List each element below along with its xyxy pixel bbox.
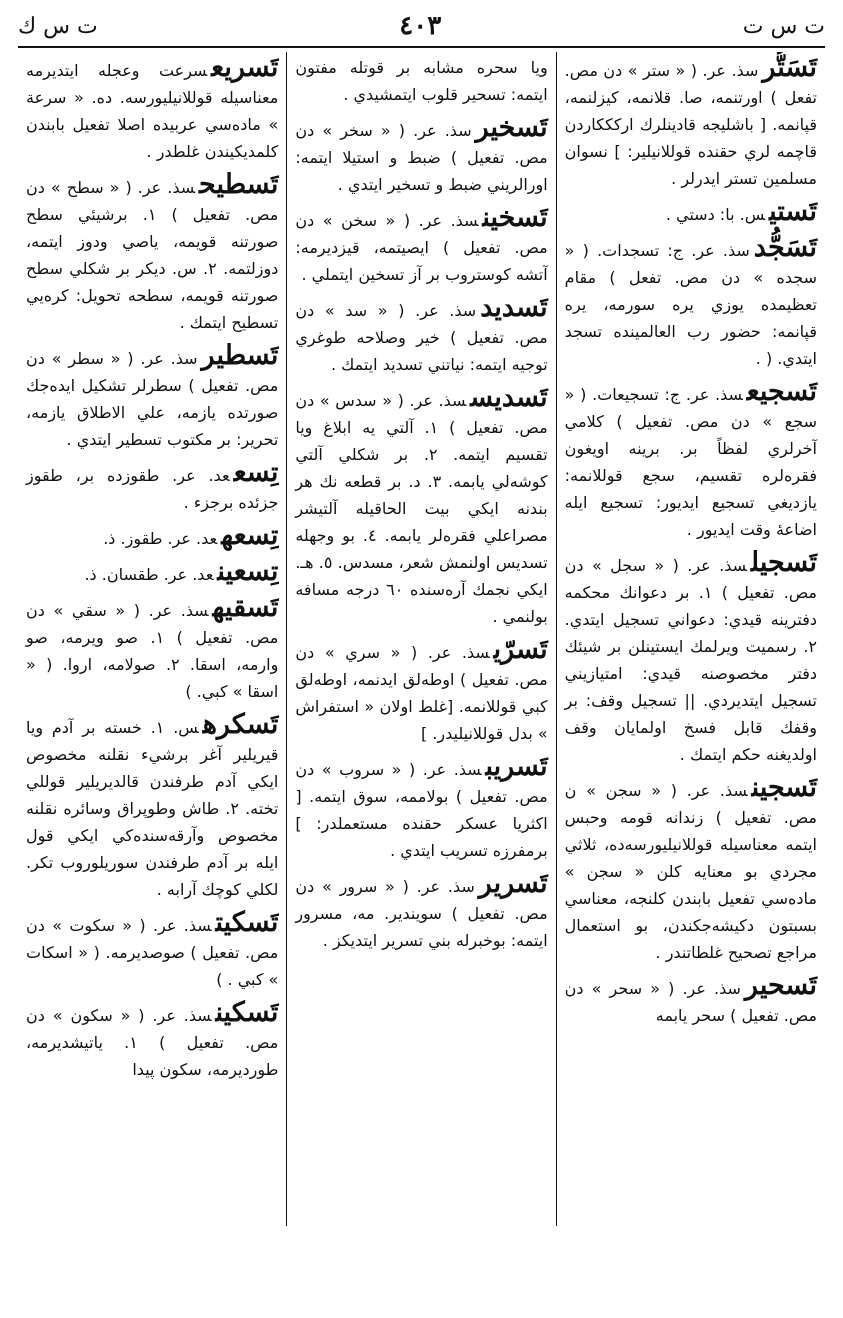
dictionary-entry: [26, 999, 278, 1083]
entry-definition: ويا سحره مشابه بر قوتله مفتون ايتمه: تسحير قلوب ايتمشيدي .: [295, 58, 548, 104]
dictionary-entry: [26, 459, 278, 516]
dictionary-entry: [295, 294, 547, 378]
page-header: [18, 8, 825, 44]
header-rule: [18, 46, 825, 48]
entry-definition: عد. عر. طقوزده بر، طقوز جزئده برجزء .: [26, 466, 279, 512]
entry-headword: تَسخير: [475, 112, 548, 143]
entry-headword: تَسرير: [478, 868, 548, 899]
entry-headword: تَسديس: [470, 382, 548, 413]
entry-headword: تَسکره: [202, 709, 279, 740]
entry-definition: سذ. عر. ( « سکون » دن مص. تفعيل ) ١. ياتيشديرمه، طورديرمه، سکون پيدا: [26, 1006, 279, 1079]
entry-headword: تَسجين: [751, 772, 817, 803]
dictionary-entry: [26, 342, 278, 453]
dictionary-entry: [26, 711, 278, 903]
entry-definition: سذ. عر. ( « ستر » دن مص. تفعل ) اورتنمه، صا. قلانمه، کيزلنمه، قپانمه. [ باشليجه قادينلرك اركككاردن قاچمه لري حقنده قوللانيلير: ] نسوان مسلمين تستر ايدرلر .: [564, 61, 817, 188]
column-3: [18, 52, 287, 1226]
entry-headword: تَستي: [769, 196, 817, 227]
entry-definition: سذ. عر. ج: تسجيعات. ( « سجع » دن مص. تفعيل ) کلامي آخرلري لفظاً بر. برينه اويغون فقره‌لره تقسيم، سجع قوللانمه: يازديغي تسجيع ايديور: تسجيع ايله اضاعهٔ وقت ايديور .: [564, 385, 817, 539]
dictionary-entry: [565, 972, 817, 1029]
dictionary-entry: [26, 54, 278, 165]
entry-definition: عد. عر. طقسان. ذ.: [84, 565, 214, 584]
column-2: [287, 52, 556, 1226]
entry-definition: سذ. عر. ( « سخر » دن مص. تفعيل ) ضبط و استيلا ايتمه: اورالريني ضبط و تسخير ايتدي .: [295, 121, 548, 194]
entry-definition: سذ. عر. ( « سرور » دن مص. تفعيل ) سويندير. مه، مسرور ايتمه: بوخبرله بني تسرير ايتديکز .: [295, 877, 548, 950]
entry-headword: تَسحير: [744, 970, 817, 1001]
entry-headword: تَسريب: [485, 751, 548, 782]
entry-definition: عد. عر. طقوز. ذ.: [103, 529, 218, 548]
dictionary-entry: [565, 774, 817, 966]
entry-definition: سذ. عر. ج: تسجدات. ( « سجده » دن مص. تفعل ) مقام تعظيمده يوزي يره سورمه، يره قپانمه: حضور رب العالمينده تسجد ايتدي. ( .: [564, 241, 817, 368]
entry-headword: تَسکين: [215, 997, 279, 1028]
entry-definition: س. ١. خسته بر آدم ويا قيريلير آغر برشيء نقلنه مخصوص ايكي آدم طرفندن قالديريلير قوللي تخته. ٢. طاش وطوپراق وسائره نقلنه مخصوص وآرقه‌سنده‌کي ايكي قول ايله بر آدم طرفندن سوريلوروب تکر. لکلي کوچك آرابه .: [26, 718, 279, 899]
entry-definition: سذ. عر. ( « سجن » ن مص. تفعيل ) زندانه قومه وحبس ايتمه معناسيله قوللانيليورسه‌ده، ثلاثي مجردي بو معنايه کلن « سجن » ماده‌سي تفعيل بابندن کلنجه، معناسي بسبتون دکيشه‌جكندن، بو استعمال مراجع تصحيح غلطاتندر .: [564, 781, 817, 962]
entry-definition: سذ. عر. ( « سقي » دن مص. تفعيل ) ١. صو ويرمه، صو وارمه، اسقا. ٢. صولامه، اروا. ( « اسقا » کبي. ): [26, 601, 279, 701]
columns: [18, 52, 825, 1226]
entry-headword: تَسَجُّد: [753, 232, 817, 263]
header-left-letters: ت س ك: [18, 13, 98, 39]
page-number: ٤٠٣: [399, 11, 442, 41]
entry-headword: تَسريع: [211, 52, 279, 83]
entry-headword: تِسع: [233, 457, 279, 488]
entry-headword: تِسعه: [221, 520, 279, 551]
entry-headword: تَسطيح: [199, 169, 279, 200]
entry-definition: سذ. عر. ( « سحر » دن مص. تفعيل ) سحر يابمه: [564, 979, 817, 1025]
dictionary-entry: [295, 870, 547, 954]
entry-headword: تَسقيه: [212, 592, 279, 623]
dictionary-entry: [565, 198, 817, 228]
dictionary-entry: [26, 171, 278, 336]
entry-definition: سذ. عر. ( « سد » دن مص. تفعيل ) خير وصلاحه طوغري توجيه ايتمه: نياتني تسديد ايتمك .: [295, 301, 548, 374]
entry-headword: تَسخين: [482, 202, 548, 233]
dictionary-entry: [295, 54, 547, 108]
dictionary-entry: [565, 54, 817, 192]
entry-headword: تَسرّي: [493, 634, 548, 665]
entry-headword: تَسجيل: [750, 547, 817, 578]
dictionary-entry: [26, 522, 278, 552]
dictionary-entry: [565, 378, 817, 543]
entry-headword: تَسجيع: [746, 376, 817, 407]
dictionary-entry: [565, 549, 817, 768]
entry-definition: س. با: دستي .: [665, 205, 766, 224]
entry-definition: سذ. عر. ( « سطر » دن مص. تفعيل ) سطرلر تشکيل ايده‌جك صورتده يازمه، علي الاطلاق يازمه، تحرير: بر مکتوب تسطير ايتدي .: [26, 349, 279, 449]
entry-definition: سذ. عر. ( « سدس » دن مص. تفعيل ) ١. آلتي يه ابلاغ ويا تقسيم ايتمه. ٢. بر شکلي آلتي کوشه‌لي يابمه. ٣. د. بر قطعه نك هر بندنه ايكي بيت الحاقيله آلتيشر مصراعلي فقره‌لر يابمه. ٤. بو وجهله تسديس اولنمش شعر، مسدس. ٥. هـ. ايكي نجمك آره‌سنده ٦٠ درجه مسافه بولنمي .: [295, 391, 548, 626]
entry-headword: تَسطير: [201, 340, 279, 371]
entry-definition: سذ. عر. ( « سکوت » دن مص. تفعيل ) صوصديرمه. ( « اسکات » کبي . ): [26, 916, 279, 989]
entry-definition: سذ. عر. ( « سطح » دن مص. تفعيل ) ١. برشيئي سطح صورتنه قويمه، ياصي ودوز ايتمه، دوزلتمه. ٢. س. ديکر بر شکلي سطح صورتنه قويمه، سطحه تحويل: کره‌يي تسطيح ايتمك .: [26, 178, 279, 332]
dictionary-entry: [26, 558, 278, 588]
entry-headword: تَسکيت: [215, 907, 279, 938]
dictionary-entry: [295, 204, 547, 288]
dictionary-entry: [295, 384, 547, 630]
entry-definition: سذ. عر. ( « سخن » دن مص. تفعيل ) ايصيتمه، قيزديرمه: آتشه کوستروب بر آز تسخين ايتملي .: [295, 211, 548, 284]
dictionary-entry: [565, 234, 817, 372]
entry-headword: تَسَتُّر: [762, 52, 817, 83]
column-1: [557, 52, 825, 1226]
dictionary-entry: [295, 636, 547, 747]
dictionary-entry: [295, 753, 547, 864]
entry-definition: سذ. عر. ( « سروب » دن مص. تفعيل ) بولاممه، سوق ايتمه. [ اکثريا عسکر حقنده مستعملدر: ] برمفرزه تسريب ايتدي .: [295, 760, 548, 860]
dictionary-entry: [26, 594, 278, 705]
entry-definition: سرعت وعجله ايتديرمه معناسيله قوللانيليورسه. ده. « سرعة » ماده‌سي عربيده اصلا تفعيل بابندن کلمديکيندن غلطدر .: [26, 61, 279, 161]
header-right-letters: ت س ت: [742, 13, 825, 39]
dictionary-entry: [26, 909, 278, 993]
entry-definition: سذ. عر. ( « سري » دن مص. تفعيل ) اوطه‌لق ايدنمه، اوطه‌لق کبي قوللانمه. [غلط اولان « استفراش » بدل قوللانيليدر. ]: [295, 643, 548, 743]
dictionary-entry: [295, 114, 547, 198]
entry-definition: سذ. عر. ( « سجل » دن مص. تفعيل ) ١. بر دعوانك محکمه دفترينه قيدي: دعواني تسجيل ايتدي. ٢. رسميت ويرلمك ايستينلن بر شيئك دفتر مخصوصنه قيدي: امتيازيني تسجيل ايتديردي. || تسجيل وقف: بر وقفك قابل فسخ اولمايان وقف اولديغنه حکم ايتمك .: [564, 556, 817, 764]
entry-headword: تِسعين: [217, 556, 279, 587]
entry-headword: تَسديد: [480, 292, 548, 323]
